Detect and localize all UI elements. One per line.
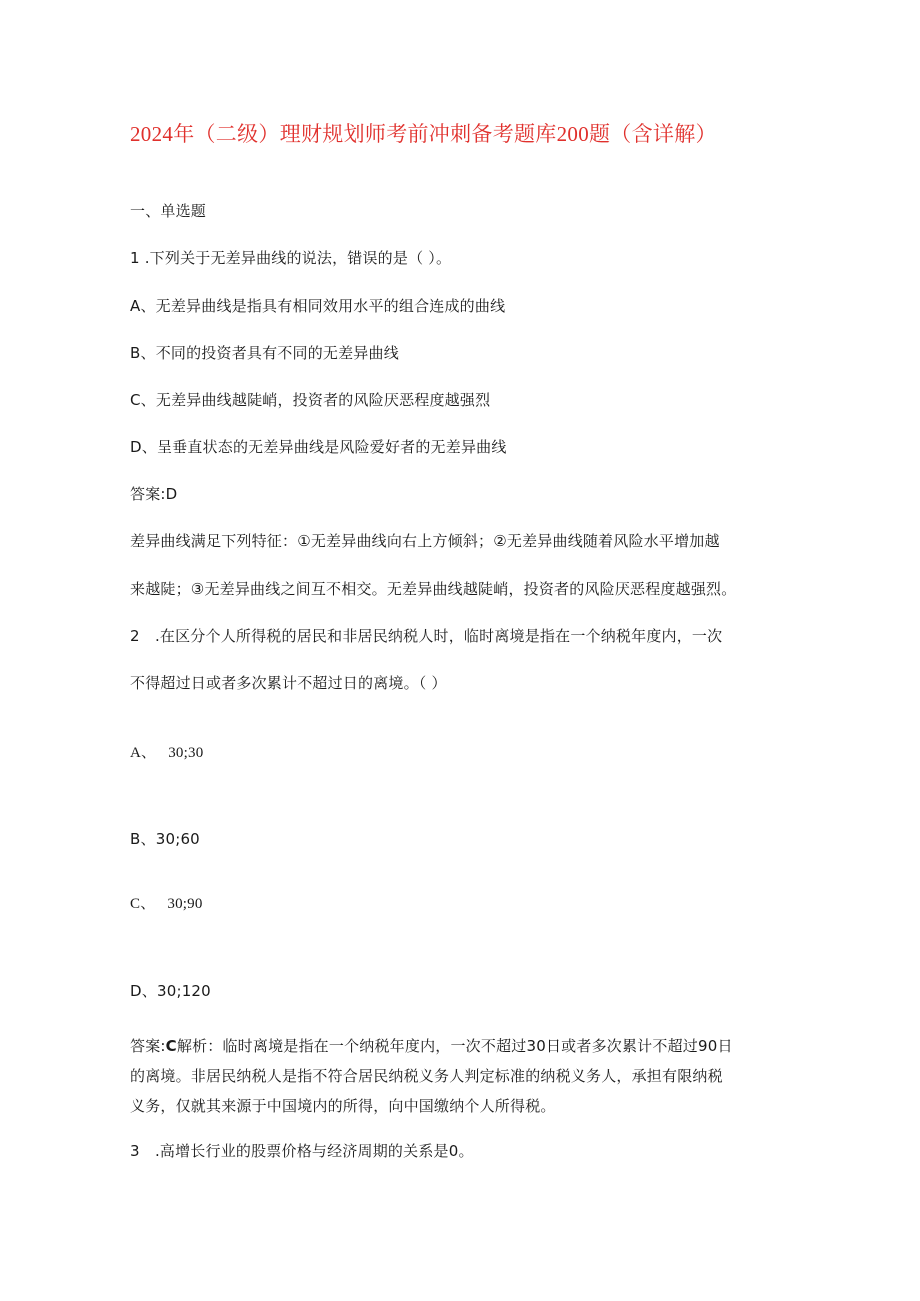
option-label: D、 [130,982,157,1000]
question-1-answer: 答案:D [130,485,178,503]
option-value: 30;60 [155,830,200,848]
question-2-option-b [130,829,200,849]
option-value: 30;30 [168,745,204,761]
option-value: 30;90 [167,896,203,912]
question-1-stem: 1 .下列关于无差异曲线的说法，错误的是（ ）。 [130,249,452,267]
question-2-stem-line: 2 .在区分个人所得税的居民和非居民纳税人时，临时离境是指在一个纳税年度内，一次 [130,627,723,645]
answer-letter: C [165,1037,177,1055]
option-value: 30;120 [156,982,211,1000]
question-1-option-a: A、无差异曲线是指具有相同效用水平的组合连成的曲线 [130,297,506,315]
question-2-option-d [130,981,211,1001]
question-1-option-c: C、无差异曲线越陡峭，投资者的风险厌恶程度越强烈 [130,391,491,409]
option-label: C、 [130,896,156,912]
option-label: B、 [130,830,156,848]
answer-prefix: 答案: [130,1037,166,1055]
question-1-option-b: B、不同的投资者具有不同的无差异曲线 [130,344,399,362]
question-2-option-c [130,893,203,914]
section-heading: 一、单选题 [130,202,207,220]
question-2-explanation-line: 的离境。非居民纳税人是指不符合居民纳税义务人判定标准的纳税义务人，承担有限纳税 [130,1067,723,1085]
question-1-explanation-line: 差异曲线满足下列特征：①无差异曲线向右上方倾斜；②无差异曲线随着风险水平增加越 [130,532,720,550]
question-2-stem-line: 不得超过日或者多次累计不超过日的离境。（ ） [130,674,447,692]
question-2-answer [130,1036,733,1056]
question-3-stem: 3 .高增长行业的股票价格与经济周期的关系是0。 [130,1142,474,1160]
question-1-option-d: D、呈垂直状态的无差异曲线是风险爱好者的无差异曲线 [130,438,507,456]
document-title: 2024年（二级）理财规划师考前冲刺备考题库200题（含详解） [130,122,717,146]
question-1-explanation-line: 来越陡；③无差异曲线之间互不相交。无差异曲线越陡峭，投资者的风险厌恶程度越强烈。 [130,580,737,598]
question-2-option-a [130,742,203,763]
option-label: A、 [130,745,157,761]
question-2-explanation-line: 解析：临时离境是指在一个纳税年度内，一次不超过30日或者多次累计不超过90日 [176,1037,733,1055]
question-2-explanation-line: 义务，仅就其来源于中国境内的所得，向中国缴纳个人所得税。 [130,1097,556,1115]
